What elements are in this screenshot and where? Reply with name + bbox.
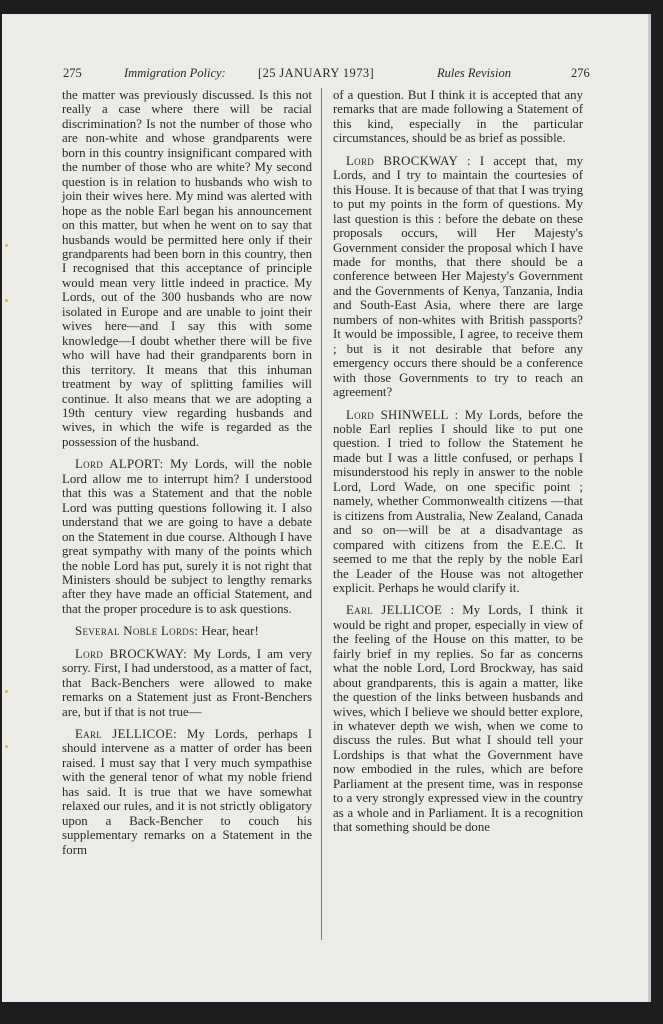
speech-text: My Lords, I think it would be right and proper, especially in view of the feeling of the House on this matter, to be fairly brief in my replies. So far as concerns what the noble Lord, Lord Brockway, has said about grandparents, this is again a matter, like the question of the links between husbands and wives, which I believe we should better explore, in whatever depth we wish, when we come to discuss the rules. But what I should tell your Lordships is that what the Government have now embodied in the rules, which are before Parliament at the present time, was in response to a very strongly expressed view in the country as a whole and in Parliament. It is a recognition that something should be done [333,603,583,835]
column-divider [321,88,322,940]
speech-paragraph [333,154,583,400]
continued-paragraph [62,88,312,449]
speaker-name: Earl JELLICOE : [346,603,455,618]
speech-paragraph [62,647,312,719]
left-column [62,88,312,865]
speech-text: My Lords, perhaps I should intervene as a matter of order has been raised. I must say that I very much sympathise with the general tenor of what my noble friend has said. It is true that we have somewhat relaxed our rules, and it is not strictly obligatory upon a Back-Bencher to couch his supplementary remarks on a Statement in the form [62,727,312,857]
speech-text: My Lords, I am very sorry. First, I had understood, as a matter of fact, that Back-Benchers were allowed to make remarks on a Statement just as Front-Benchers are, but if that is not true— [62,646,312,719]
speech-text: the matter was previously discussed. Is this not really a case where there will be racial discrimination? Is not the number of those who are non-white and whose grandparents were born in this country insignificant compared with the number of those who are white? My second question is in relation to husbands who wish to join their wives here. My mind was alerted with hope as the noble Earl began his announcement on this matter, but when he went on to say that husbands would be permitted here only if their grandparents had been born in this country, then I recognised that this acceptance of principle would mean very little indeed in practice. My Lords, out of the 300 husbands who are now isolated in Europe and are unable to joint their wives here—and I say this with some knowledge—I doubt whether there will be five who will have had their grandparents born in this territory. It means that this inhuman treatment by way of splitting families will continue. It also means that we are adopting a 19th century view regarding husbands and wives, in which the wife is regarded as the possession of the husband. [62,88,312,449]
speaker-name: Earl JELLICOE: [75,727,178,742]
speech-paragraph [62,457,312,616]
speech-paragraph [333,603,583,834]
right-page-number: 276 [571,66,590,80]
continued-paragraph [333,88,583,146]
left-page-number: 275 [63,66,82,80]
speech-text: Hear, hear! [198,624,259,639]
speech-paragraph [333,408,583,596]
page-edge [648,14,651,1002]
speech-text: My Lords, before the noble Earl replies I should like to put one question. I tried to follow the Statement he made but I was a little confused, or perhaps I misunderstood his reply in answer to the noble Lord, Lord Wade, on one specific point ; namely, whether Commonwealth citizens —that is citizens from Australia, New Zealand, Canada and so on—will be at a disadvantage as compared with citizens from the E.E.C. It seemed to me that the reply by the noble Earl the Leader of the House was not altogether explicit. Perhaps he would clarify it. [333,407,583,595]
margin-mark [5,690,8,693]
speech-text: My Lords, will the noble Lord allow me to interrupt him? I understood that this was a Statement and that the noble Lord was putting questions following it. I also understand that we are going to have a debate on the Statement in due course. Although I have great sympathy with many of the points which the noble Lord has put, surely it is not right that Ministers should be subject to lengthy remarks after they have made an official Statement, and that the proper procedure is to ask questions. [62,457,312,616]
speech-text: I accept that, my Lords, and I try to maintain the courtesies of this House. It is because of that that I was trying to put my points in the form of questions. My last question is this : before the debate on these proposals occurs, will Her Majesty's Government consider the proposal which I have made for months, that there should be a conference between Her Majesty's Government and the Governments of Kenya, Tanzania, India and South-East Asia, where there are large numbers of non-whites with British passports? It would be impossible, I agree, to receive them ; but is it not desirable that before any emergency occurs there should be a conference with those Governments to try to reach an agreement? [333,153,583,400]
margin-mark [5,745,8,748]
right-column [333,88,583,843]
left-running-title: Immigration Policy: [124,66,226,80]
right-running-title: Rules Revision [437,66,511,80]
speaker-name: Lord BROCKWAY: [75,646,187,661]
speech-paragraph [62,727,312,857]
speech-text: of a question. But I think it is accepted that any remarks that are made following a Statement of this kind, especially in the particular circumstances, should be as brief as possible. [333,88,583,146]
speaker-name: Lord BROCKWAY : [346,153,471,168]
speech-paragraph [62,624,312,638]
margin-mark [5,299,8,302]
margin-mark [5,244,8,247]
session-date: [25 JANUARY 1973] [258,66,375,80]
speaker-name: Several Noble Lords: [75,624,199,639]
speaker-name: Lord ALPORT: [75,457,164,472]
speaker-name: Lord SHINWELL : [346,407,459,422]
